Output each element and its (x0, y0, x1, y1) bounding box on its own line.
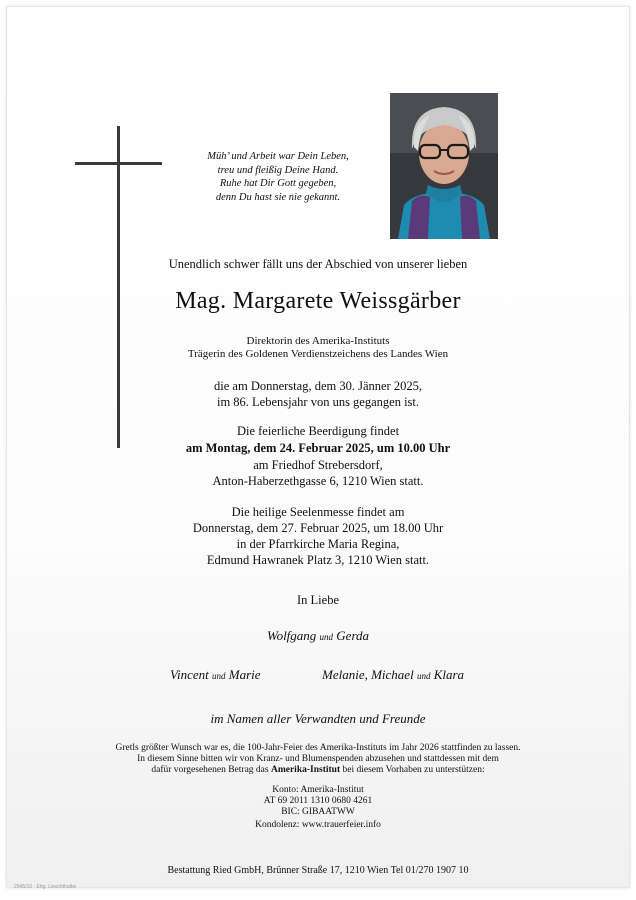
funeral-date: am Montag, dem 24. Februar 2025, um 10.00 Uhr (185, 441, 451, 455)
condolence-line: Kondolenz: www.trauerfeier.info (255, 820, 381, 830)
poem-line: denn Du hast sie nie gekannt. (215, 191, 341, 203)
family-row-3: im Namen aller Verwandten und Freunde (210, 711, 426, 726)
poem-line: treu und fleißig Deine Hand. (217, 164, 339, 176)
funeral-line: Die feierliche Beerdigung findet (236, 424, 400, 438)
family-name: Marie (228, 667, 261, 682)
und-word: und (212, 671, 226, 681)
wish-text: bei diesem Vorhaben zu unterstützen: (340, 765, 485, 775)
funeral-line: Anton-Haberzethgasse 6, 1210 Wien statt. (212, 474, 424, 488)
wish-line: In diesem Sinne bitten wir von Kranz- und Blumenspenden abzusehen und stattdessen mit dem (137, 754, 499, 764)
portrait-photo (390, 93, 498, 239)
corner-code: 2045/10 · Ehg. Lieschthalbe (14, 884, 77, 890)
family-name: Wolfgang (266, 628, 317, 643)
deceased-name: Mag. Margarete Weissgärber (175, 288, 461, 314)
bank-line: Konto: Amerika-Institut (272, 785, 364, 795)
family-row-2-left (170, 667, 261, 683)
family-row-1 (0, 628, 636, 644)
poem-line: Müh’ und Arbeit war Dein Leben, (207, 151, 349, 162)
mass-line: Donnerstag, dem 27. Februar 2025, um 18.00 Uhr (192, 521, 444, 535)
title-line: Direktorin des Amerika-Instituts (246, 335, 390, 347)
family-row-2-right (322, 667, 464, 683)
und-word: und (319, 632, 334, 642)
death-line: im 86. Lebensjahr von uns gegangen ist. (216, 395, 420, 409)
mass-line: in der Pfarrkirche Maria Regina, (236, 537, 400, 551)
wish-bold: Amerika-Institut (270, 765, 341, 775)
family-name: Klara (433, 667, 465, 682)
poem (178, 150, 378, 204)
mass-line: Die heilige Seelenmesse findet am (231, 505, 405, 519)
title-line: Trägerin des Goldenen Verdienstzeichens des Landes Wien (187, 348, 449, 360)
family-name: Vincent (170, 667, 209, 682)
cross-horizontal-beam (75, 162, 162, 165)
wish-line: Gretls größter Wunsch war es, die 100-Jahr-Feier des Amerika-Instituts im Jahr 2026 stattfinden zu lassen. (115, 743, 521, 753)
family-name: Melanie, Michael (322, 667, 414, 682)
poem-line: Ruhe hat Dir Gott gegeben, (219, 178, 337, 189)
funeral-line: am Friedhof Strebersdorf, (253, 458, 383, 472)
wish-line (0, 765, 636, 776)
wish-text: dafür vorgesehenen Betrag das (151, 765, 271, 775)
und-word: und (416, 671, 431, 681)
in-love-text: In Liebe (297, 593, 339, 607)
death-line: die am Donnerstag, dem 30. Jänner 2025, (214, 379, 422, 393)
footer-funeral-home: Bestattung Ried GmbH, Brünner Straße 17, 1210 Wien Tel 01/270 1907 10 (167, 865, 469, 876)
intro-text: Unendlich schwer fällt uns der Abschied von unserer lieben (168, 257, 468, 271)
bank-line: AT 69 2011 1310 0680 4261 (263, 796, 373, 806)
family-name: Gerda (336, 628, 370, 643)
mass-line: Edmund Hawranek Platz 3, 1210 Wien statt. (206, 553, 430, 567)
bank-line: BIC: GIBAATWW (281, 807, 355, 817)
